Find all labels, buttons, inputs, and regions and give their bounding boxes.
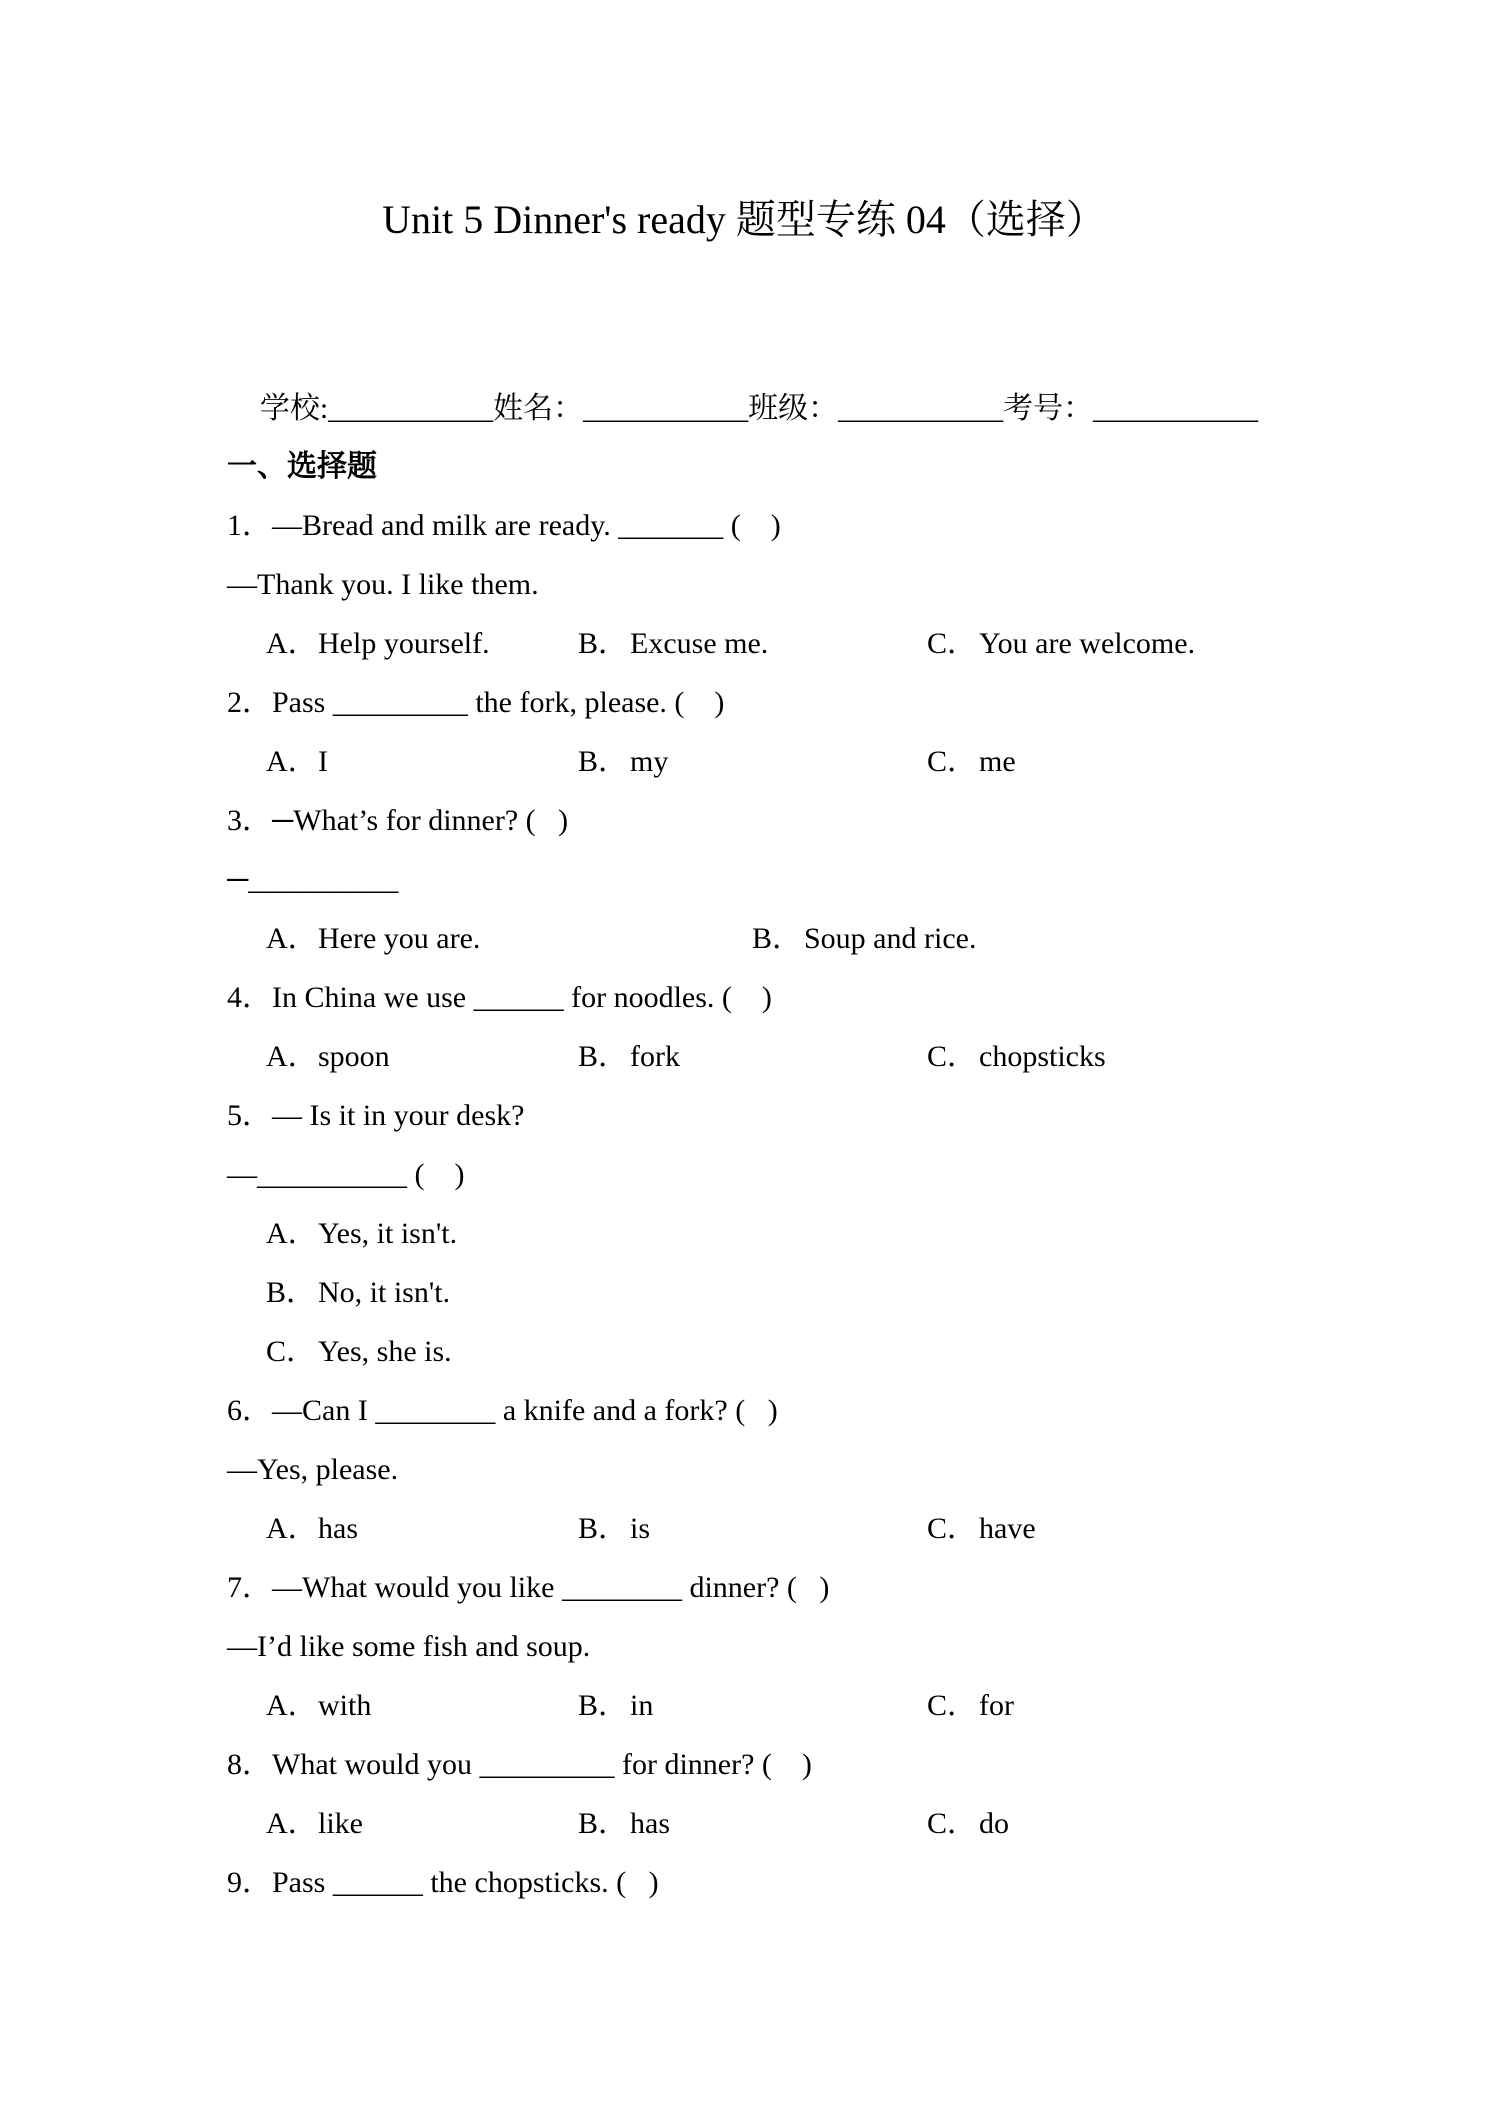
option-text: No, it isn't. (318, 1276, 451, 1309)
question-stem: Pass _________ the fork, please. ( ) (272, 686, 725, 719)
option-c (927, 732, 1016, 791)
question-9 (227, 1853, 1261, 1912)
option-b (578, 614, 768, 673)
options-row (227, 1794, 1261, 1853)
option-a (266, 1794, 363, 1853)
option-text: Yes, she is. (318, 1335, 452, 1368)
question-stem: ─What’s for dinner? ( ) (272, 804, 569, 837)
name-blank: ___________ (583, 392, 749, 425)
question-number: 1． (227, 509, 272, 542)
question-stem-line (227, 673, 1261, 732)
option-letter: A． (266, 1217, 318, 1250)
option-letter: B． (578, 1807, 629, 1840)
options-row (227, 1263, 1261, 1322)
option-c (927, 1676, 1014, 1735)
option-text: my (630, 745, 669, 778)
option-text: You are welcome. (979, 627, 1196, 660)
option-text: is (630, 1512, 651, 1545)
question-stem: — Is it in your desk? (272, 1099, 525, 1132)
option-letter: B． (266, 1276, 317, 1309)
option-a (266, 1204, 457, 1263)
question-stem-line (227, 1853, 1261, 1912)
options-row (227, 1204, 1261, 1263)
option-text: me (979, 745, 1016, 778)
option-b (578, 1794, 670, 1853)
exam-number-blank: ___________ (1093, 392, 1259, 425)
question-number: 3． (227, 804, 272, 837)
class-blank: ___________ (838, 392, 1004, 425)
options-row (227, 614, 1261, 673)
question-stem-line (227, 1735, 1261, 1794)
option-a (266, 1499, 358, 1558)
class-label: 班级： (748, 392, 839, 425)
option-text: Here you are. (318, 922, 481, 955)
options-row (227, 909, 1261, 968)
option-text: chopsticks (979, 1040, 1106, 1073)
option-c (927, 1499, 1036, 1558)
option-text: have (979, 1512, 1036, 1545)
option-text: I (318, 745, 328, 778)
question-number: 7． (227, 1571, 272, 1604)
name-label: 姓名： (493, 392, 584, 425)
option-c (266, 1322, 452, 1381)
option-letter: B． (578, 1040, 629, 1073)
option-text: like (318, 1807, 363, 1840)
question-stem: What would you _________ for dinner? ( ) (272, 1748, 812, 1781)
option-letter: A． (266, 922, 318, 955)
option-letter: B． (752, 922, 803, 955)
question-stem: —Bread and milk are ready. _______ ( ) (272, 509, 781, 542)
options-row (227, 732, 1261, 791)
option-b (752, 909, 976, 968)
question-stem: —What would you like ________ dinner? ( ) (272, 1571, 830, 1604)
option-letter: C． (927, 1689, 978, 1722)
option-letter: A． (266, 627, 318, 660)
dialogue-line: —Thank you. I like them. (227, 568, 539, 601)
question-number: 2． (227, 686, 272, 719)
question-number: 4． (227, 981, 272, 1014)
question-number: 5． (227, 1099, 272, 1132)
question-stem: In China we use ______ for noodles. ( ) (272, 981, 772, 1014)
question-list (227, 496, 1261, 1912)
question-3 (227, 791, 1261, 968)
options-row (227, 1499, 1261, 1558)
option-a (266, 614, 490, 673)
option-text: for (979, 1689, 1014, 1722)
option-letter: A． (266, 1512, 318, 1545)
option-a (266, 909, 480, 968)
dialogue-line: —__________ ( ) (227, 1158, 465, 1191)
option-letter: B． (578, 1689, 629, 1722)
option-text: Excuse me. (630, 627, 769, 660)
option-letter: A． (266, 745, 318, 778)
option-text: fork (630, 1040, 680, 1073)
page-title: Unit 5 Dinner's ready 题型专练 04（选择） (382, 197, 1106, 242)
options-row (227, 1027, 1261, 1086)
option-text: in (630, 1689, 654, 1722)
question-stem: —Can I ________ a knife and a fork? ( ) (272, 1394, 778, 1427)
option-a (266, 1027, 390, 1086)
question-7 (227, 1558, 1261, 1735)
option-text: do (979, 1807, 1009, 1840)
question-8 (227, 1735, 1261, 1853)
option-c (927, 1027, 1106, 1086)
question-section (227, 437, 1261, 1912)
option-letter: C． (927, 1807, 978, 1840)
question-5 (227, 1086, 1261, 1381)
info-field-school (260, 392, 493, 425)
question-6 (227, 1381, 1261, 1558)
option-letter: C． (266, 1335, 317, 1368)
dialogue-line: ─__________ (227, 863, 399, 896)
option-text: spoon (318, 1040, 390, 1073)
options-row (227, 1676, 1261, 1735)
option-a (266, 1676, 371, 1735)
option-letter: C． (927, 1512, 978, 1545)
option-text: Soup and rice. (804, 922, 977, 955)
options-row (227, 1322, 1261, 1381)
option-letter: C． (927, 745, 978, 778)
option-text: has (630, 1807, 670, 1840)
info-field-class (748, 392, 1003, 425)
info-field-exam-number (1003, 392, 1258, 425)
question-number: 8． (227, 1748, 272, 1781)
question-stem-line (227, 496, 1261, 555)
option-b (266, 1263, 450, 1322)
info-field-name (493, 392, 748, 425)
option-letter: A． (266, 1689, 318, 1722)
option-letter: B． (578, 1512, 629, 1545)
question-1 (227, 496, 1261, 673)
exam-number-label: 考号： (1003, 392, 1094, 425)
question-stem-line (227, 791, 1261, 850)
option-letter: A． (266, 1040, 318, 1073)
option-text: Yes, it isn't. (318, 1217, 458, 1250)
question-4 (227, 968, 1261, 1086)
option-letter: B． (578, 627, 629, 660)
dialogue-line: —Yes, please. (227, 1453, 399, 1486)
dialogue-line: —I’d like some fish and soup. (227, 1630, 591, 1663)
question-2 (227, 673, 1261, 791)
option-letter: A． (266, 1807, 318, 1840)
option-b (578, 1676, 653, 1735)
question-stem-line (227, 968, 1261, 1027)
option-b (578, 1499, 650, 1558)
option-b (578, 1027, 680, 1086)
option-letter: B． (578, 745, 629, 778)
question-stem-line (227, 1381, 1261, 1440)
question-stem: Pass ______ the chopsticks. ( ) (272, 1866, 659, 1899)
school-label: 学校: (259, 392, 329, 425)
option-text: with (318, 1689, 372, 1722)
section-heading: 一、选择题 (227, 449, 377, 484)
option-c (927, 1794, 1009, 1853)
option-text: Help yourself. (318, 627, 490, 660)
option-letter: C． (927, 627, 978, 660)
question-number: 6． (227, 1394, 272, 1427)
option-letter: C． (927, 1040, 978, 1073)
question-stem-line (227, 1558, 1261, 1617)
question-number: 9． (227, 1866, 272, 1899)
option-b (578, 732, 668, 791)
option-c (927, 614, 1195, 673)
option-text: has (318, 1512, 358, 1545)
question-stem-line (227, 1086, 1261, 1145)
school-blank: ___________ (328, 392, 494, 425)
option-a (266, 732, 328, 791)
